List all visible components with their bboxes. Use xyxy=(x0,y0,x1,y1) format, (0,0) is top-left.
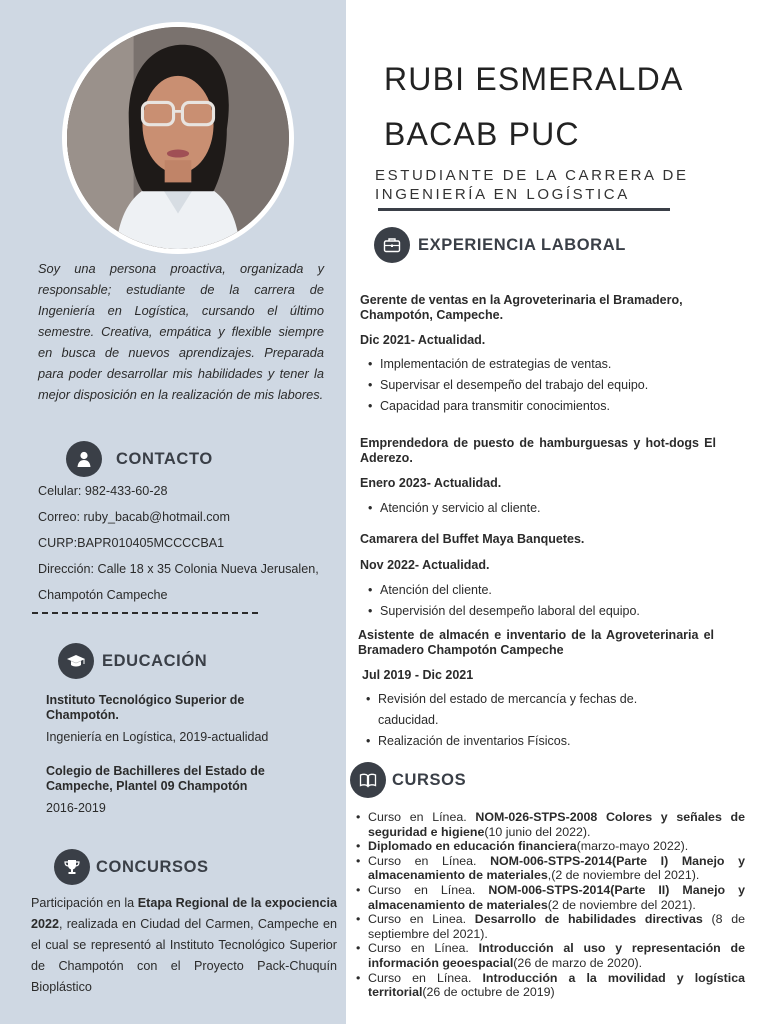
job-date-2: Enero 2023- Actualidad. xyxy=(360,476,502,490)
experience-heading xyxy=(374,227,626,263)
contest-text-1: Participación en la xyxy=(31,896,138,910)
person-name xyxy=(384,52,684,162)
contact-title: CONTACTO xyxy=(116,449,213,468)
job-duties-1 xyxy=(368,354,708,417)
list-item: • Curso en Línea. NOM-006-STPS-2014(Parte I) Manejo y almacenamiento de materiales,(2 de noviembre del 2021). xyxy=(356,854,745,883)
job-date-3: Nov 2022- Actualidad. xyxy=(360,558,490,572)
contests-heading xyxy=(54,849,209,885)
contact-heading xyxy=(66,441,213,477)
contest-description xyxy=(31,893,337,998)
list-item: • Curso en Línea. Introducción al uso y representación de información geoespacial(26 de marzo de 2020). xyxy=(356,941,745,970)
list-item: • Diplomado en educación financiera(marzo-mayo 2022). xyxy=(356,839,745,854)
job-date-4: Jul 2019 - Dic 2021 xyxy=(362,668,474,682)
list-item: • Realización de inventarios Físicos. xyxy=(366,731,666,752)
contact-address-city: Champotón Campeche xyxy=(38,588,168,602)
list-item: • Revisión del estado de mercancía y fechas de. caducidad. xyxy=(366,689,666,731)
job-duties-2 xyxy=(368,498,708,519)
job-title-1: Gerente de ventas en la Agroveterinaria el Bramadero, Champotón, Campeche. xyxy=(360,293,683,322)
title-underline xyxy=(378,208,670,211)
job-duties-4 xyxy=(366,689,666,752)
list-item: • Implementación de estrategias de ventas. xyxy=(368,354,708,375)
graduation-cap-icon xyxy=(58,643,94,679)
role-line-1: ESTUDIANTE DE LA CARRERA DE xyxy=(375,167,689,184)
briefcase-icon xyxy=(374,227,410,263)
courses-list xyxy=(356,810,745,1000)
role-line-2: INGENIERÍA EN LOGÍSTICA xyxy=(375,186,630,203)
job-title-3: Camarera del Buffet Maya Banquetes. xyxy=(360,532,585,546)
contest-event: Etapa Regional de la expociencia 2022 xyxy=(31,896,337,931)
list-item: • Curso en Linea. Desarrollo de habilidades directivas (8 de septiembre del 2021). xyxy=(356,912,745,941)
list-item: • Supervisión del desempeño laboral del equipo. xyxy=(368,601,708,622)
profile-photo xyxy=(62,22,294,254)
job-date-1: Dic 2021- Actualidad. xyxy=(360,333,486,347)
list-item: • Curso en Línea. Introducción a la movilidad y logística territorial(26 de octubre de 2019) xyxy=(356,971,745,1000)
education-detail-1: Ingeniería en Logística, 2019-actualidad xyxy=(46,730,269,744)
list-item: • Curso en Línea. NOM-026-STPS-2008 Colores y señales de seguridad e higiene(10 junio del 2022). xyxy=(356,810,745,839)
courses-heading xyxy=(350,762,466,798)
name-line-2: BACAB PUC xyxy=(384,116,580,152)
person-role xyxy=(375,166,689,204)
list-item: • Curso en Línea. NOM-006-STPS-2014(Parte II) Manejo y almacenamiento de materiales(2 de noviembre del 2021). xyxy=(356,883,745,912)
contact-email: Correo: ruby_bacab@hotmail.com xyxy=(38,510,230,524)
trophy-icon xyxy=(54,849,90,885)
contact-curp: CURP:BAPR010405MCCCCBA1 xyxy=(38,536,225,550)
job-duties-3 xyxy=(368,580,708,622)
education-title: EDUCACIÓN xyxy=(102,651,208,670)
book-icon xyxy=(350,762,386,798)
contact-address: Dirección: Calle 18 x 35 Colonia Nueva Jerusalen, xyxy=(38,562,319,576)
person-icon xyxy=(66,441,102,477)
job-title-2: Emprendedora de puesto de hamburguesas y hot-dogs El Aderezo. xyxy=(360,436,716,465)
list-item: • Supervisar el desempeño del trabajo del equipo. xyxy=(368,375,708,396)
job-title-4: Asistente de almacén e inventario de la Agroveterinaria el Bramadero Champotón Campeche xyxy=(358,628,714,657)
courses-title: CURSOS xyxy=(392,770,467,789)
contest-text-2: , realizada en Ciudad del Carmen, Campeche en el cual se representó al Instituto Tecnológico Superior de Champotón con el Proyecto Pack-Chuquín Bioplástico xyxy=(31,917,337,994)
list-item: • Atención y servicio al cliente. xyxy=(368,498,708,519)
education-heading xyxy=(58,643,207,679)
list-item: • Atención del cliente. xyxy=(368,580,708,601)
list-item: • Capacidad para transmitir conocimientos. xyxy=(368,396,708,417)
profile-summary: Soy una persona proactiva, organizada y responsable; estudiante de la carrera de Ingeniería en Logística, cursando el último semestre. Creativa, empática y flexible siempre en busca de nuevos aprendizajes. Preparada para poder desarrollar mis habilidades y tener la mejor disposición en la realización de mis labores. xyxy=(38,261,324,402)
education-institution-1: Instituto Tecnológico Superior de Champotón. xyxy=(46,693,245,722)
contests-title: CONCURSOS xyxy=(96,857,209,876)
education-institution-2: Colegio de Bachilleres del Estado de Campeche, Plantel 09 Champotón xyxy=(46,764,265,793)
education-detail-2: 2016-2019 xyxy=(46,801,106,815)
divider xyxy=(32,612,258,614)
experience-title: EXPERIENCIA LABORAL xyxy=(418,235,626,254)
name-line-1: RUBI ESMERALDA xyxy=(384,61,684,97)
contact-phone: Celular: 982-433-60-28 xyxy=(38,484,168,498)
